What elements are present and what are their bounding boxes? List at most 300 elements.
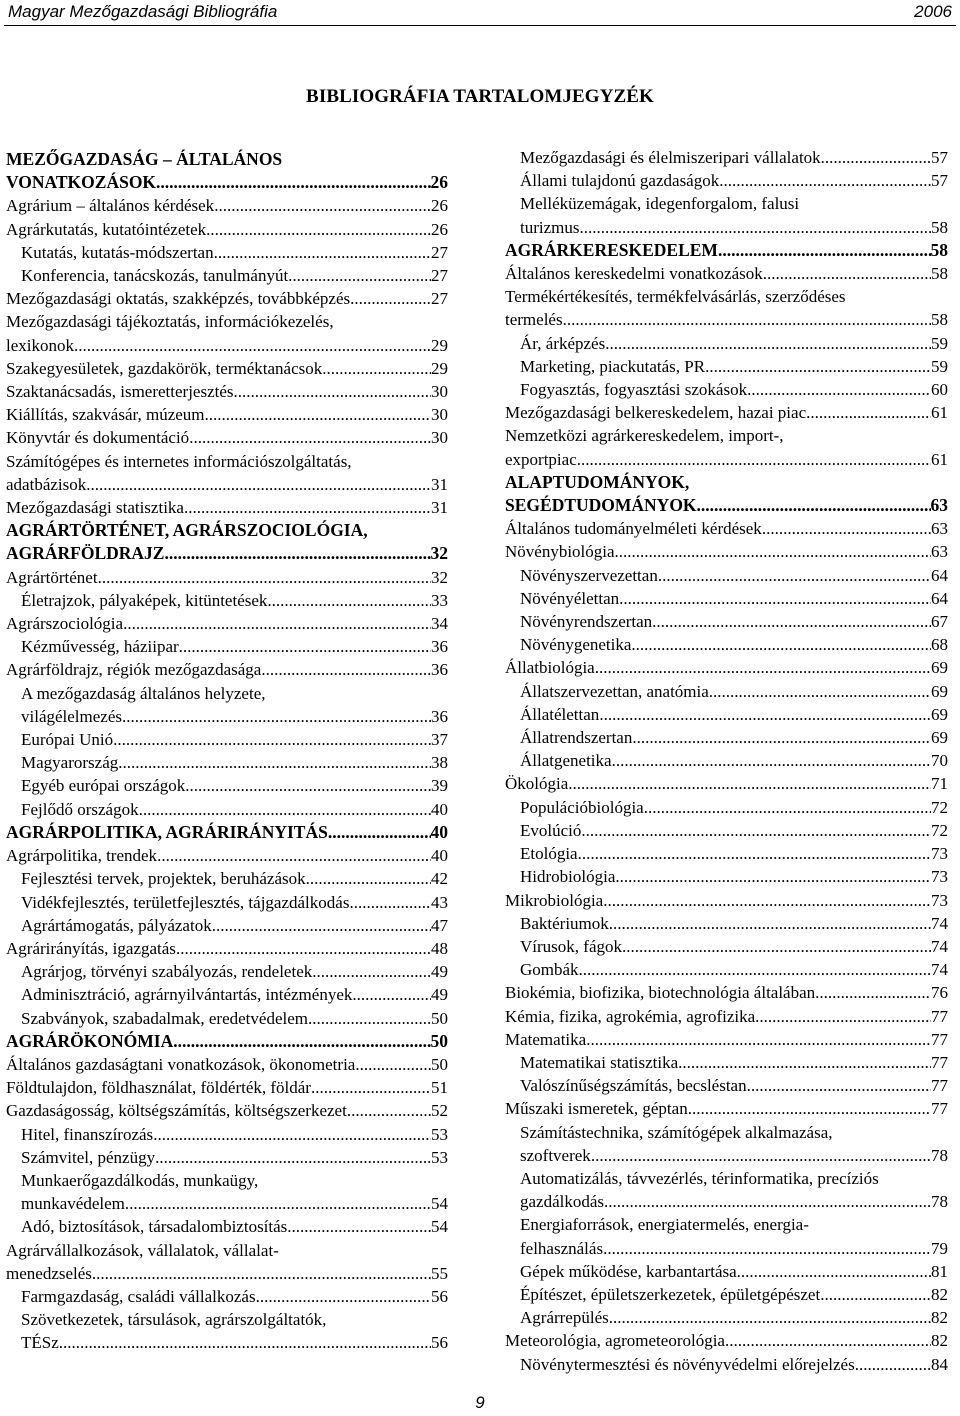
toc-entry-text: Könyvtár és dokumentáció — [6, 428, 190, 448]
dot-leader — [176, 937, 431, 960]
toc-entry[interactable] — [505, 1283, 948, 1306]
dot-leader — [261, 658, 431, 681]
toc-entry-text: Mezőgazdasági és élelmiszeripari vállalatok — [520, 148, 821, 167]
toc-entry-text: Adó, biztosítások, társadalombiztosítás — [21, 1217, 288, 1237]
dot-leader — [122, 705, 431, 728]
toc-entry[interactable] — [6, 1053, 448, 1076]
toc-page-number: 74 — [931, 960, 948, 980]
dot-leader — [688, 1097, 931, 1120]
toc-entry-text: Számvitel, pénzügy — [21, 1147, 156, 1167]
page-number: 9 — [475, 1393, 485, 1412]
toc-entry-text: Kézművesség, háziipar — [21, 637, 179, 657]
toc-entry-text: Szaktanácsadás, ismeretterjesztés — [6, 382, 234, 402]
toc-entry[interactable] — [505, 749, 948, 772]
toc-entry-text: turizmus — [520, 217, 580, 237]
toc-entry-text: ALAPTUDOMÁNYOK, — [505, 471, 690, 492]
toc-page-number: 56 — [431, 1333, 448, 1353]
dot-leader — [155, 1146, 431, 1169]
dot-leader — [604, 1190, 931, 1213]
toc-entry[interactable] — [6, 914, 448, 937]
dot-leader — [747, 1074, 931, 1097]
toc-page-number: 50 — [430, 1030, 448, 1051]
toc-page-number: 69 — [931, 728, 948, 748]
dot-leader — [311, 1076, 431, 1099]
toc-entry[interactable] — [505, 819, 948, 842]
toc-entry[interactable] — [6, 983, 448, 1006]
toc-entry-text: Fejlesztési tervek, projektek, beruházások — [21, 869, 306, 889]
toc-entry-text: Matematikai statisztika — [520, 1052, 679, 1072]
dot-leader — [622, 935, 931, 958]
dot-leader — [118, 751, 431, 774]
toc-page-number: 26 — [430, 172, 448, 193]
toc-page-number: 77 — [931, 1006, 948, 1026]
toc-entry[interactable] — [505, 332, 948, 355]
dot-leader — [605, 332, 931, 355]
toc-entry[interactable] — [505, 726, 948, 749]
dot-leader — [725, 1329, 931, 1352]
dot-leader — [86, 473, 431, 496]
toc-entry[interactable] — [6, 798, 448, 821]
toc-entry-text: Számítástechnika, számítógépek alkalmazása, — [520, 1122, 833, 1142]
toc-entry[interactable] — [505, 1213, 948, 1259]
toc-entry[interactable] — [6, 287, 448, 310]
toc-entry-text: AGRÁRTÖRTÉNET, AGRÁRSZOCIOLÓGIA, — [6, 520, 368, 541]
toc-page-number: 63 — [931, 519, 948, 539]
toc-entry[interactable] — [6, 1123, 448, 1146]
toc-entry-text: Agrárpolitika, trendek — [6, 846, 158, 866]
toc-entry[interactable] — [505, 1005, 948, 1028]
toc-page-number: 50 — [431, 1054, 448, 1074]
toc-section-heading[interactable] — [6, 1030, 448, 1053]
toc-entry-text: Munkaerőgazdálkodás, munkaügy, — [21, 1170, 259, 1190]
toc-entry-text: Agrárkutatás, kutatóintézetek — [6, 219, 207, 239]
toc-entry-text: Gépek működése, karbantartása — [520, 1261, 737, 1281]
toc-entry[interactable] — [6, 891, 448, 914]
toc-entry[interactable] — [6, 658, 448, 681]
toc-entry[interactable] — [6, 357, 448, 380]
toc-page-number: 72 — [931, 820, 948, 840]
dot-leader — [349, 891, 431, 914]
toc-entry[interactable] — [6, 682, 448, 728]
toc-entry-text: Növényszervezettan — [520, 565, 658, 585]
dot-leader — [125, 1192, 431, 1215]
toc-entry[interactable] — [6, 1169, 448, 1215]
toc-entry[interactable] — [6, 844, 448, 867]
toc-page-number: 61 — [931, 449, 948, 469]
toc-page-number: 81 — [931, 1261, 948, 1281]
toc-entry[interactable] — [505, 610, 948, 633]
toc-entry-text: Európai Unió — [21, 730, 114, 750]
page-title: BIBLIOGRÁFIA TARTALOMJEGYZÉK — [306, 86, 654, 107]
toc-page-number: 27 — [431, 289, 448, 309]
toc-page-number: 79 — [931, 1238, 948, 1258]
toc-entry-text: Biokémia, biofizika, biotechnológia általában — [505, 983, 816, 1003]
toc-entry[interactable] — [6, 1007, 448, 1030]
toc-entry-text: Vírusok, fágok — [520, 936, 622, 956]
toc-page-number: 30 — [431, 428, 448, 448]
toc-entry[interactable] — [505, 169, 948, 192]
toc-page-number: 47 — [431, 915, 448, 935]
toc-entry[interactable] — [6, 589, 448, 612]
toc-entry[interactable] — [505, 680, 948, 703]
toc-entry-text: Növénytermesztési és növényvédelmi előrejelzés — [520, 1354, 855, 1374]
dot-leader — [612, 749, 931, 772]
toc-entry-text: Műszaki ismeretek, géptan — [505, 1099, 688, 1119]
toc-entry-text: Növénygenetika — [520, 635, 632, 655]
dot-leader — [579, 958, 931, 981]
toc-page-number: 36 — [431, 706, 448, 726]
toc-entry-text: Vidékfejlesztés, területfejlesztés, tájgazdálkodás — [21, 892, 350, 912]
dot-leader — [214, 241, 431, 264]
toc-entry-text: AGRÁRPOLITIKA, AGRÁRIRÁNYITÁS — [6, 821, 328, 842]
dot-leader — [619, 587, 931, 610]
toc-entry[interactable] — [505, 540, 948, 563]
toc-entry[interactable] — [505, 633, 948, 656]
toc-page-number: 69 — [931, 681, 948, 701]
toc-page-number: 30 — [431, 382, 448, 402]
dot-leader — [815, 981, 931, 1004]
dot-leader — [185, 774, 431, 797]
toc-page-number: 69 — [931, 658, 948, 678]
toc-entry-text: AGRÁRKERESKEDELEM — [505, 239, 718, 260]
toc-entry[interactable] — [6, 1215, 448, 1238]
toc-entry[interactable] — [6, 380, 448, 403]
toc-entry[interactable] — [505, 796, 948, 819]
toc-page-number: 27 — [431, 242, 448, 262]
toc-page-number: 43 — [431, 892, 448, 912]
toc-entry-text: Baktériumok — [520, 913, 609, 933]
toc-entry-text: Mezőgazdasági tájékoztatás, információkezelés, — [6, 312, 334, 332]
toc-entry-text: Földtulajdon, földhasználat, földérték, földár — [6, 1078, 311, 1098]
dot-leader — [631, 633, 931, 656]
toc-entry-text: felhasználás — [520, 1238, 604, 1258]
toc-entry[interactable] — [505, 935, 948, 958]
dot-leader — [179, 635, 431, 658]
toc-entry[interactable] — [6, 403, 448, 426]
toc-entry[interactable] — [505, 1306, 948, 1329]
toc-page-number: 69 — [931, 704, 948, 724]
toc-entry[interactable] — [6, 728, 448, 751]
toc-entry[interactable] — [505, 262, 948, 285]
toc-entry-text: szoftverek — [520, 1145, 591, 1165]
toc-page-number: 82 — [931, 1308, 948, 1328]
dot-leader — [609, 1306, 931, 1329]
header-rule — [4, 25, 956, 26]
toc-entry-text: Matematika — [505, 1029, 587, 1049]
toc-page-number: 57 — [931, 148, 948, 167]
toc-entry[interactable] — [505, 772, 948, 795]
toc-entry[interactable] — [6, 496, 448, 519]
toc-entry[interactable] — [505, 1260, 948, 1283]
toc-page-number: 68 — [931, 635, 948, 655]
toc-entry[interactable] — [6, 426, 448, 449]
toc-page-number: 76 — [931, 983, 948, 1003]
toc-section-heading[interactable] — [6, 519, 448, 565]
toc-page-number: 31 — [431, 474, 448, 494]
dot-leader — [234, 380, 431, 403]
toc-entry-text: Agrárium – általános kérdések — [6, 196, 215, 216]
running-header-title: Magyar Mezőgazdasági Bibliográfia — [8, 2, 278, 21]
toc-entry-text: Energiaforrások, energiatermelés, energia- — [520, 1215, 809, 1235]
toc-page-number: 71 — [931, 774, 948, 794]
toc-entry[interactable] — [6, 1146, 448, 1169]
dot-leader — [737, 1260, 931, 1283]
toc-page-number: 31 — [431, 498, 448, 518]
toc-entry[interactable] — [505, 912, 948, 935]
dot-leader — [615, 540, 931, 563]
toc-entry[interactable] — [6, 612, 448, 635]
dot-leader — [59, 1331, 431, 1354]
dot-leader — [568, 772, 931, 795]
dot-leader — [352, 983, 431, 1006]
toc-entry-text: termelés — [505, 310, 563, 330]
dot-leader — [763, 262, 931, 285]
toc-section-heading[interactable] — [6, 821, 448, 844]
toc-entry-text: Állatszervezettan, anatómia — [520, 681, 709, 701]
dot-leader — [173, 1030, 430, 1053]
dot-leader — [580, 216, 932, 239]
toc-section-heading[interactable] — [6, 148, 448, 194]
toc-page-number: 77 — [931, 1052, 948, 1072]
toc-entry[interactable] — [505, 865, 948, 888]
toc-page-number: 51 — [431, 1078, 448, 1098]
toc-page-number: 59 — [931, 333, 948, 353]
dot-leader — [652, 610, 931, 633]
toc-entry-text: Adminisztráció, agrárnyilvántartás, intézmények — [21, 985, 353, 1005]
toc-entry-text: Magyarország — [21, 753, 119, 773]
dot-leader — [206, 218, 431, 241]
toc-entry[interactable] — [6, 1308, 448, 1354]
toc-entry[interactable] — [6, 566, 448, 589]
toc-entry[interactable] — [6, 635, 448, 658]
toc-entry[interactable] — [505, 1028, 948, 1051]
toc-entry[interactable] — [6, 194, 448, 217]
toc-page-number: 67 — [931, 612, 948, 632]
dot-leader — [762, 517, 931, 540]
toc-page-number: 54 — [431, 1194, 448, 1214]
toc-entry[interactable] — [505, 378, 948, 401]
toc-entry-text: Mezőgazdasági belkereskedelem, hazai piac — [505, 403, 807, 423]
dot-leader — [586, 1028, 931, 1051]
toc-entry[interactable] — [505, 401, 948, 424]
toc-page-number: 72 — [931, 797, 948, 817]
toc-page-number: 26 — [431, 219, 448, 239]
toc-entry[interactable] — [505, 564, 948, 587]
toc-entry-text: Konferencia, tanácskozás, tanulmányút — [21, 266, 289, 286]
toc-page-number: 26 — [431, 196, 448, 216]
toc-entry-text: lexikonok — [6, 335, 74, 355]
toc-entry-text: Szövetkezetek, társulások, agrárszolgáltatók, — [21, 1310, 327, 1330]
toc-entry-text: AGRÁRÖKONÓMIA — [6, 1030, 174, 1051]
toc-page-number: 53 — [431, 1124, 448, 1144]
toc-page-number: 40 — [430, 821, 448, 842]
toc-entry[interactable] — [505, 424, 948, 470]
dot-leader — [123, 612, 431, 635]
toc-page-number: 73 — [931, 867, 948, 887]
toc-entry-text: A mezőgazdaság általános helyzete, — [21, 683, 266, 703]
toc-entry[interactable] — [505, 981, 948, 1004]
toc-entry[interactable] — [6, 1285, 448, 1308]
toc-entry[interactable] — [505, 1353, 948, 1376]
toc-entry-text: TÉSz — [21, 1333, 59, 1353]
toc-entry-text: Etológia — [520, 844, 578, 864]
toc-entry-text: Mikrobiológia — [505, 890, 604, 910]
toc-entry[interactable] — [505, 517, 948, 540]
toc-entry-text: Fejlődő országok — [21, 799, 139, 819]
toc-entry[interactable] — [505, 1051, 948, 1074]
toc-entry-text: Gazdaságosság, költségszámítás, költségszerkezet — [6, 1101, 347, 1121]
toc-entry-text: Agrárszociológia — [6, 614, 124, 634]
dot-leader — [595, 656, 931, 679]
toc-page-number: 77 — [931, 1029, 948, 1049]
toc-entry-text: Állami tulajdonú gazdaságok — [520, 171, 720, 191]
dot-leader — [74, 334, 431, 357]
toc-entry-text: Fogyasztás, fogyasztási szokások — [520, 380, 748, 400]
dot-leader — [855, 1353, 931, 1376]
toc-page-number: 49 — [431, 985, 448, 1005]
toc-entry-text: MEZŐGAZDASÁG – ÁLTALÁNOS — [6, 149, 283, 169]
toc-entry[interactable] — [505, 1329, 948, 1352]
toc-page-number: 58 — [931, 264, 948, 284]
toc-entry[interactable] — [6, 310, 448, 356]
toc-entry[interactable] — [6, 867, 448, 890]
toc-entry[interactable] — [6, 264, 448, 287]
toc-page-number: 40 — [431, 799, 448, 819]
dot-leader — [615, 865, 931, 888]
toc-entry-text: Építészet, épületszerkezetek, épületgépészet — [520, 1284, 821, 1304]
toc-entry-text: Melléküzemágak, idegenforgalom, falusi — [520, 194, 800, 214]
dot-leader — [287, 1215, 431, 1238]
toc-entry-text: Gombák — [520, 960, 579, 980]
toc-entry-text: Agrártámogatás, pályázatok — [21, 915, 212, 935]
dot-leader — [113, 728, 431, 751]
toc-page-number: 59 — [931, 356, 948, 376]
dot-leader — [214, 194, 431, 217]
toc-entry[interactable] — [6, 774, 448, 797]
toc-entry-text: exportpiac — [505, 449, 577, 469]
toc-entry[interactable] — [6, 450, 448, 496]
toc-entry[interactable] — [6, 751, 448, 774]
toc-entry[interactable] — [505, 1074, 948, 1097]
toc-page-number: 32 — [430, 543, 448, 564]
toc-entry[interactable] — [505, 285, 948, 331]
dot-leader — [205, 403, 431, 426]
dot-leader — [92, 1262, 431, 1285]
toc-entry[interactable] — [505, 1097, 948, 1120]
toc-entry-text: Kémia, fizika, agrokémia, agrofizika — [505, 1006, 756, 1026]
toc-entry-text: Hidrobiológia — [520, 867, 616, 887]
dot-leader — [308, 1007, 431, 1030]
toc-page-number: 58 — [931, 217, 948, 237]
toc-entry-text: világélelmezés — [21, 706, 123, 726]
dot-leader — [577, 448, 931, 471]
toc-page-number: 77 — [931, 1099, 948, 1119]
toc-entry-text: Állatélettan — [520, 704, 600, 724]
dot-leader — [322, 357, 431, 380]
dot-leader — [563, 308, 931, 331]
toc-entry[interactable] — [505, 703, 948, 726]
toc-entry[interactable] — [6, 1239, 448, 1285]
dot-leader — [347, 1099, 431, 1122]
dot-leader — [705, 355, 931, 378]
toc-entry-text: Farmgazdaság, családi vállalkozás — [21, 1286, 256, 1306]
toc-entry-text: Állatgenetika — [520, 751, 612, 771]
toc-right-column — [505, 146, 948, 1376]
toc-entry[interactable] — [505, 656, 948, 679]
dot-leader — [350, 287, 431, 310]
toc-entry-text: Életrajzok, pályaképek, kitüntetések — [21, 590, 268, 610]
toc-page-number: 53 — [431, 1147, 448, 1167]
toc-entry-text: Egyéb európai országok — [21, 776, 186, 796]
toc-page-number: 63 — [931, 542, 948, 562]
toc-entry[interactable] — [6, 1099, 448, 1122]
toc-page-number: 82 — [931, 1331, 948, 1351]
toc-page-number: 58 — [930, 239, 948, 260]
toc-entry[interactable] — [6, 937, 448, 960]
toc-entry[interactable] — [505, 958, 948, 981]
toc-page-number: 50 — [431, 1008, 448, 1028]
running-header-year: 2006 — [914, 2, 952, 21]
toc-page-number: 54 — [431, 1217, 448, 1237]
toc-entry-text: Meteorológia, agrometeorológia — [505, 1331, 725, 1351]
toc-entry-text: Agrárjog, törvényi szabályozás, rendeletek — [21, 962, 313, 982]
toc-entry-text: Növénybiológia — [505, 542, 615, 562]
dot-leader — [747, 378, 931, 401]
toc-entry[interactable] — [6, 218, 448, 241]
dot-leader — [312, 960, 431, 983]
toc-page-number: 36 — [431, 660, 448, 680]
toc-entry-text: Mezőgazdasági statisztika — [6, 498, 184, 518]
dot-leader — [603, 1237, 931, 1260]
toc-entry[interactable] — [505, 842, 948, 865]
toc-entry[interactable] — [505, 1167, 948, 1213]
toc-entry[interactable] — [505, 355, 948, 378]
toc-page-number: 36 — [431, 637, 448, 657]
toc-entry-text: Kiállítás, szakvásár, múzeum — [6, 405, 205, 425]
toc-entry[interactable] — [6, 1076, 448, 1099]
toc-entry[interactable] — [505, 192, 948, 238]
dot-leader — [267, 589, 431, 612]
toc-page-number: 37 — [431, 730, 448, 750]
toc-entry[interactable] — [6, 241, 448, 264]
toc-section-heading[interactable] — [505, 471, 948, 517]
dot-leader — [256, 1285, 431, 1308]
toc-entry[interactable] — [6, 960, 448, 983]
dot-leader — [603, 889, 931, 912]
toc-entry-text: Agrárirányítás, igazgatás — [6, 938, 176, 958]
dot-leader — [139, 798, 431, 821]
dot-leader — [806, 401, 931, 424]
dot-leader — [306, 867, 431, 890]
dot-leader — [153, 1123, 431, 1146]
toc-entry-text: Agrárvállalkozások, vállalatok, vállalat- — [6, 1240, 279, 1260]
toc-entry[interactable] — [505, 889, 948, 912]
toc-section-heading[interactable] — [505, 239, 948, 262]
toc-page-number: 77 — [931, 1076, 948, 1096]
toc-entry-text: Állatrendszertan — [520, 728, 633, 748]
toc-entry[interactable] — [505, 1121, 948, 1167]
toc-entry[interactable] — [505, 587, 948, 610]
toc-page-number: 64 — [931, 565, 948, 585]
toc-entry-text: SEGÉDTUDOMÁNYOK — [505, 495, 697, 516]
toc-page-number: 57 — [931, 171, 948, 191]
dot-leader — [658, 564, 931, 587]
dot-leader — [157, 844, 431, 867]
toc-entry-text: Agrárföldrajz, régiók mezőgazdasága — [6, 660, 262, 680]
toc-entry[interactable] — [505, 146, 948, 169]
dot-leader — [820, 1283, 931, 1306]
toc-page-number: 42 — [431, 869, 448, 889]
